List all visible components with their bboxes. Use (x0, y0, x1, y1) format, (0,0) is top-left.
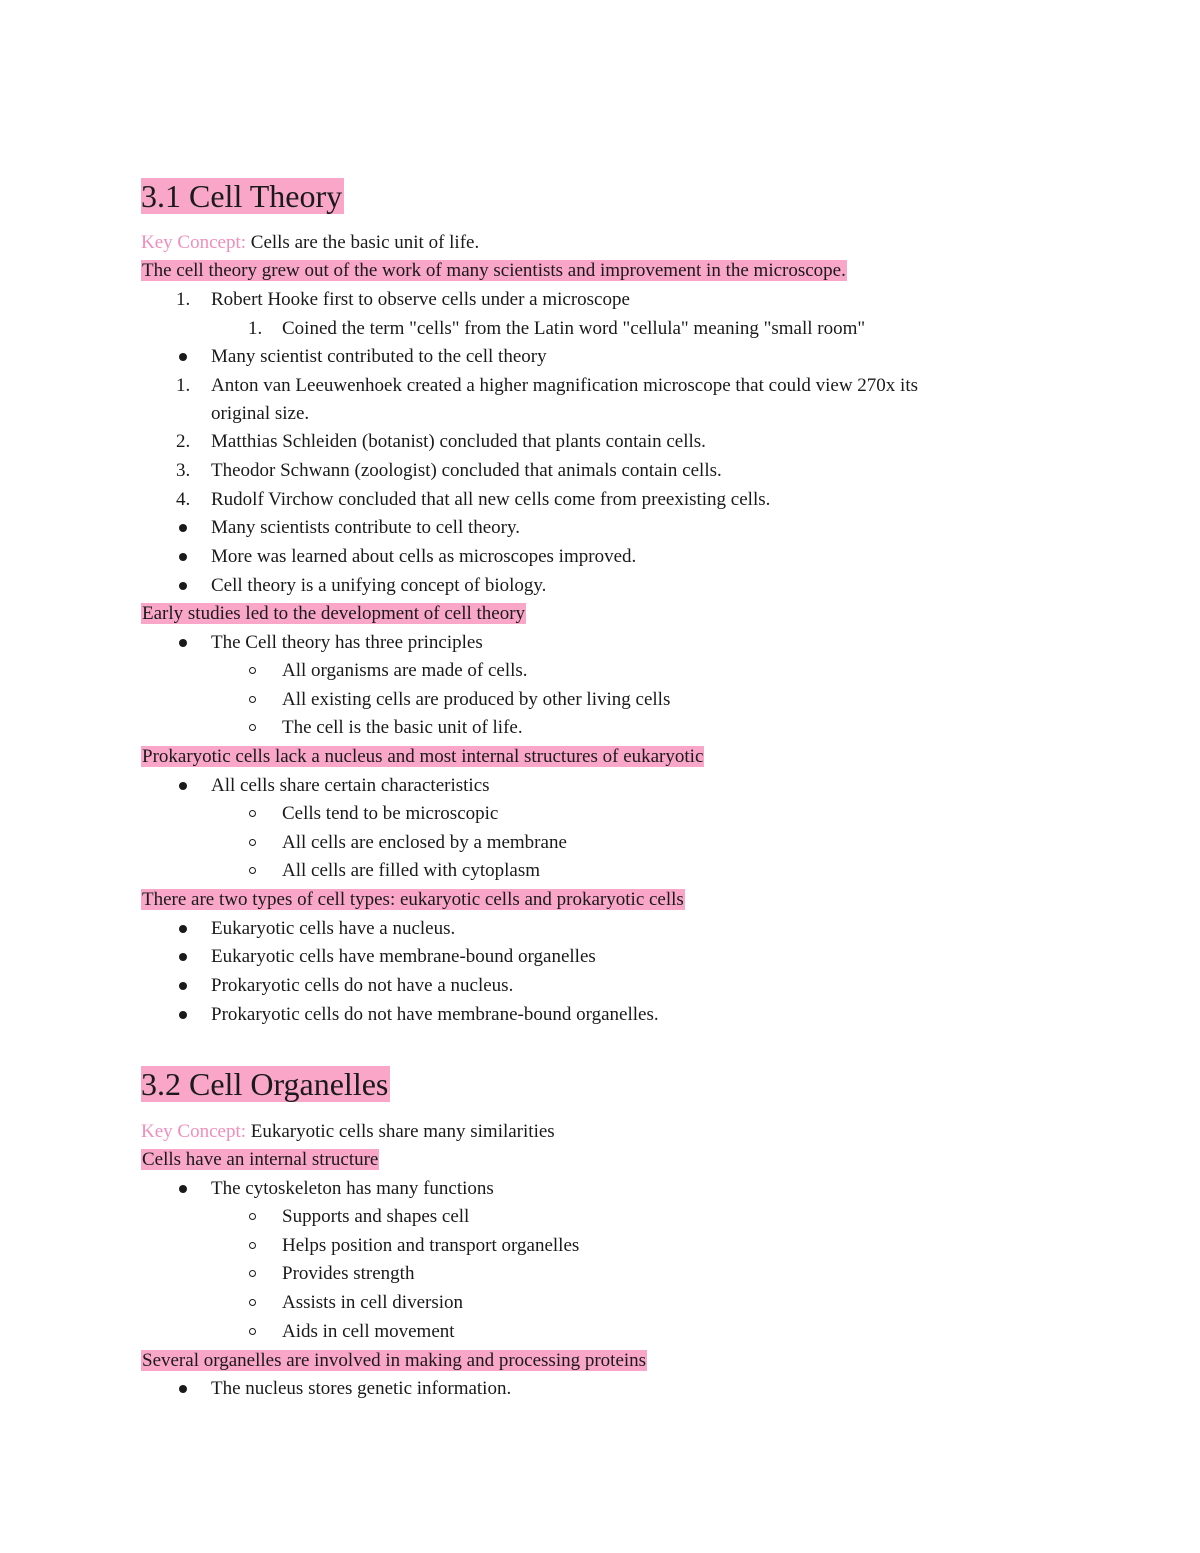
list-item: Matthias Schleiden (botanist) concluded that plants contain cells. (211, 431, 706, 452)
key-concept-line (141, 229, 479, 257)
bullet-icon (179, 582, 187, 590)
circle-bullet-icon (249, 1270, 256, 1277)
bullet-icon (179, 1385, 187, 1393)
list-item: Assists in cell diversion (282, 1292, 464, 1313)
circle-bullet-icon (249, 810, 256, 817)
key-concept-label: Key Concept: (141, 1121, 247, 1142)
list-item: All cells are enclosed by a membrane (282, 832, 567, 853)
highlight-heading: The cell theory grew out of the work of many scientists and improvement in the microscope. (142, 260, 846, 281)
list-item: The Cell theory has three principles (211, 632, 483, 653)
key-concept-text: Eukaryotic cells share many similarities (246, 1121, 555, 1142)
list-item: Cells tend to be microscopic (282, 803, 499, 824)
list-item: Theodor Schwann (zoologist) concluded that animals contain cells. (211, 460, 722, 481)
circle-bullet-icon (249, 1213, 256, 1220)
list-number: 1. (248, 318, 263, 339)
list-number: 3. (176, 460, 191, 481)
circle-bullet-icon (249, 867, 256, 874)
key-concept-text: Cells are the basic unit of life. (246, 232, 480, 253)
bullet-icon (179, 1185, 187, 1193)
list-item: Many scientist contributed to the cell theory (211, 346, 547, 367)
section-heading-cell-theory: 3.1 Cell Theory (141, 178, 343, 214)
circle-bullet-icon (249, 696, 256, 703)
list-item: All cells share certain characteristics (211, 775, 490, 796)
bullet-icon (179, 524, 187, 532)
circle-bullet-icon (249, 1242, 256, 1249)
circle-bullet-icon (249, 839, 256, 846)
list-item: Eukaryotic cells have membrane-bound organelles (211, 946, 596, 967)
bullet-icon (179, 782, 187, 790)
list-item: All existing cells are produced by other living cells (282, 689, 671, 710)
list-number: 4. (176, 489, 191, 510)
circle-bullet-icon (249, 667, 256, 674)
list-item: Coined the term "cells" from the Latin word "cellula" meaning "small room" (282, 318, 866, 339)
list-item: Prokaryotic cells do not have membrane-bound organelles. (211, 1004, 659, 1025)
list-item: Robert Hooke first to observe cells under a microscope (211, 289, 630, 310)
bullet-icon (179, 953, 187, 961)
list-number: 2. (176, 431, 191, 452)
list-item: All organisms are made of cells. (282, 660, 528, 681)
list-item: Anton van Leeuwenhoek created a higher magnification microscope that could view 270x its (211, 375, 918, 396)
circle-bullet-icon (249, 724, 256, 731)
list-item: Provides strength (282, 1263, 415, 1284)
highlight-heading: There are two types of cell types: eukaryotic cells and prokaryotic cells (142, 889, 684, 910)
list-item: Eukaryotic cells have a nucleus. (211, 918, 456, 939)
section-heading-cell-organelles: 3.2 Cell Organelles (141, 1066, 389, 1102)
list-item-continuation: original size. (211, 403, 310, 424)
highlight-heading: Early studies led to the development of cell theory (142, 603, 526, 624)
list-item: Prokaryotic cells do not have a nucleus. (211, 975, 514, 996)
bullet-icon (179, 353, 187, 361)
bullet-icon (179, 639, 187, 647)
circle-bullet-icon (249, 1299, 256, 1306)
bullet-icon (179, 1011, 187, 1019)
list-item: Rudolf Virchow concluded that all new cells come from preexisting cells. (211, 489, 771, 510)
circle-bullet-icon (249, 1328, 256, 1335)
highlight-heading: Prokaryotic cells lack a nucleus and most internal structures of eukaryotic (142, 746, 704, 767)
list-item: More was learned about cells as microscopes improved. (211, 546, 637, 567)
list-item: The cell is the basic unit of life. (282, 717, 523, 738)
list-item: Cell theory is a unifying concept of biology. (211, 575, 547, 596)
key-concept-label: Key Concept: (141, 232, 247, 253)
list-item: All cells are filled with cytoplasm (282, 860, 541, 881)
list-item: The nucleus stores genetic information. (211, 1378, 512, 1399)
bullet-icon (179, 553, 187, 561)
list-item: Many scientists contribute to cell theory. (211, 517, 521, 538)
highlight-heading: Cells have an internal structure (142, 1149, 379, 1170)
list-item: Supports and shapes cell (282, 1206, 470, 1227)
list-number: 1. (176, 375, 191, 396)
list-item: Helps position and transport organelles (282, 1235, 580, 1256)
list-item: Aids in cell movement (282, 1321, 455, 1342)
key-concept-line (141, 1118, 555, 1146)
highlight-heading: Several organelles are involved in making and processing proteins (142, 1350, 647, 1371)
list-number: 1. (176, 289, 191, 310)
list-item: The cytoskeleton has many functions (211, 1178, 494, 1199)
bullet-icon (179, 982, 187, 990)
bullet-icon (179, 925, 187, 933)
